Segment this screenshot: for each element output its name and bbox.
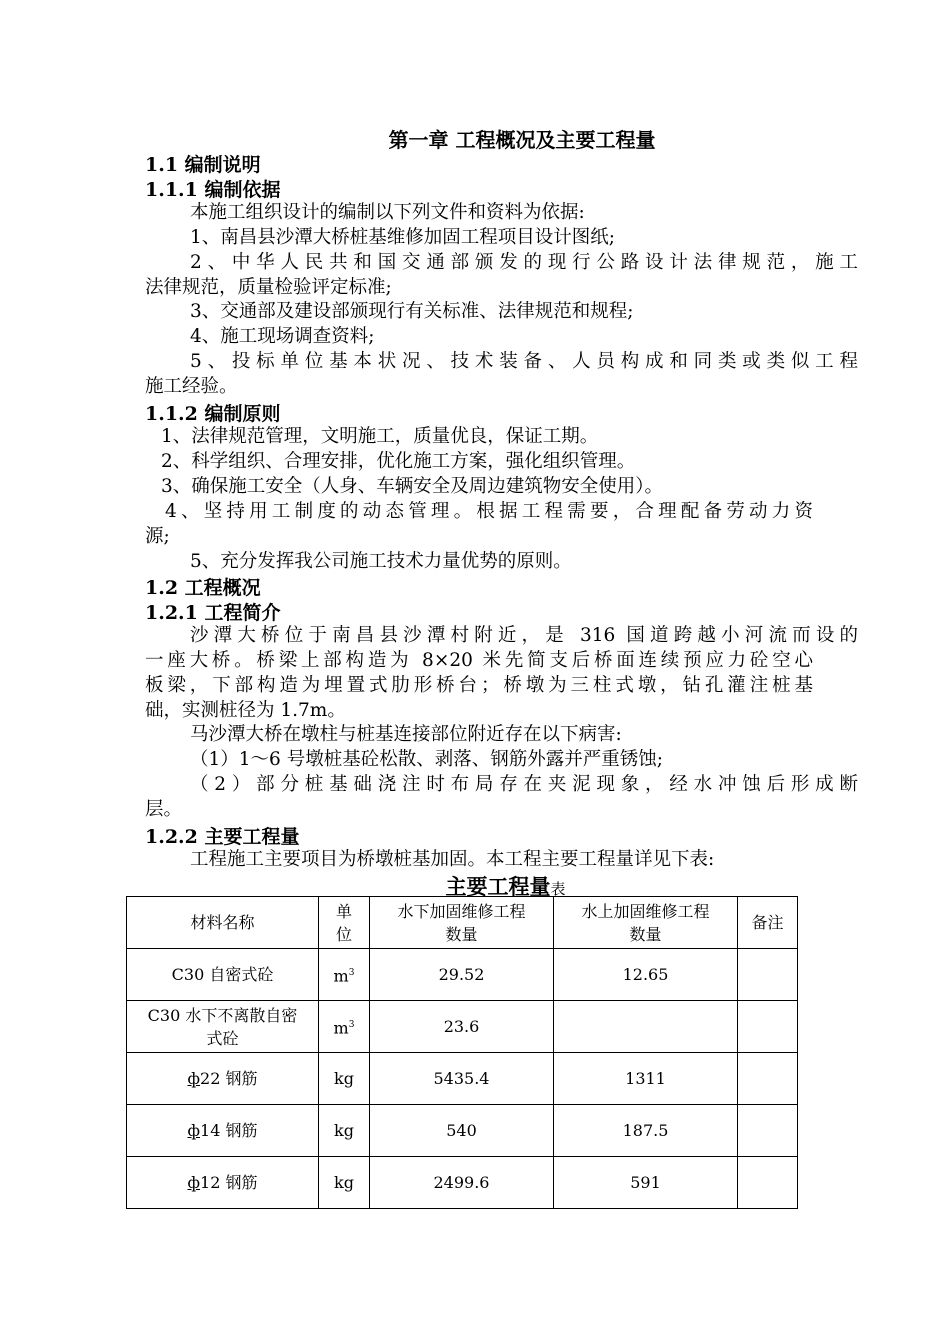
basis-item-5: 5、投标单位基本状况、技术装备、人员构成和同类或类似工程	[190, 351, 858, 372]
cell-underwater: 540	[370, 1105, 554, 1157]
cell-note	[738, 1053, 798, 1105]
defect-1: （1）1～6 号墩桩基砼松散、剥落、钢筋外露并严重锈蚀;	[190, 749, 663, 770]
basis-item-3: 3、交通部及建设部颁现行有关标准、法律规范和规程;	[190, 301, 634, 322]
principle-4: 4、坚持用工制度的动态管理。根据工程需要，合理配备劳动力资	[165, 501, 813, 522]
cell-abovewater: 591	[554, 1157, 738, 1209]
table-row	[127, 1105, 798, 1157]
cell-name: ф14 钢筋	[127, 1105, 319, 1157]
header-note: 备注	[738, 897, 798, 949]
table-row	[127, 1053, 798, 1105]
section-heading-1-2-1: 1.2.1 工程简介	[145, 602, 281, 624]
section-heading-1-2: 1.2 工程概况	[145, 577, 261, 599]
cell-unit: $m^3$	[319, 1001, 370, 1053]
chapter-title: 第一章 工程概况及主要工程量	[388, 128, 656, 152]
basis-item-1: 1、南昌县沙潭大桥桩基维修加固工程项目设计图纸;	[190, 227, 616, 248]
section-heading-1-1: 1.1 编制说明	[145, 154, 261, 176]
intro-line-1: 沙潭大桥位于南昌县沙潭村附近，是 316 国道跨越小河流而设的	[190, 625, 858, 646]
cell-unit: kg	[319, 1105, 370, 1157]
header-underwater-qty: 水下加固维修工程 数量	[370, 897, 554, 949]
cell-note	[738, 949, 798, 1001]
basis-intro: 本施工组织设计的编制以下列文件和资料为依据:	[190, 202, 585, 223]
intro-line-5: 马沙潭大桥在墩柱与桩基连接部位附近存在以下病害:	[190, 724, 622, 745]
intro-line-3: 板梁，下部构造为埋置式肋形桥台；桥墩为三柱式墩，钻孔灌注桩基	[145, 675, 813, 696]
principle-5: 5、充分发挥我公司施工技术力量优势的原则。	[190, 551, 572, 572]
cell-unit: kg	[319, 1053, 370, 1105]
basis-item-4: 4、施工现场调查资料;	[190, 326, 375, 347]
section-heading-1-1-2: 1.1.2 编制原则	[145, 403, 281, 425]
principle-3: 3、确保施工安全（人身、车辆安全及周边建筑物安全使用）。	[161, 476, 664, 497]
intro-line-4: 础，实测桩径为 1.7m。	[145, 700, 346, 721]
cell-name: C30 水下不离散自密 式砼	[127, 1001, 319, 1053]
table-row	[127, 949, 798, 1001]
cell-underwater: 29.52	[370, 949, 554, 1001]
cell-note	[738, 1157, 798, 1209]
defect-2-cont: 层。	[145, 799, 183, 820]
principle-4-cont: 源;	[145, 526, 170, 547]
defect-2: （2）部分桩基础浇注时布局存在夹泥现象，经水冲蚀后形成断	[190, 774, 858, 795]
principle-1: 1、法律规范管理，文明施工，质量优良，保证工期。	[161, 426, 599, 447]
cell-name: C30 自密式砼	[127, 949, 319, 1001]
quantity-table	[126, 896, 798, 1209]
cell-note	[738, 1105, 798, 1157]
table-row	[127, 1157, 798, 1209]
header-abovewater-qty: 水上加固维修工程 数量	[554, 897, 738, 949]
cell-unit: $m^3$	[319, 949, 370, 1001]
cell-name: ф12 钢筋	[127, 1157, 319, 1209]
quantity-intro: 工程施工主要项目为桥墩桩基加固。本工程主要工程量详见下表:	[190, 849, 715, 870]
cell-underwater: 5435.4	[370, 1053, 554, 1105]
cell-unit: kg	[319, 1157, 370, 1209]
basis-item-2-cont: 法律规范，质量检验评定标准;	[145, 277, 392, 298]
cell-note	[738, 1001, 798, 1053]
section-heading-1-1-1: 1.1.1 编制依据	[145, 179, 281, 201]
header-unit: 单 位	[319, 897, 370, 949]
intro-line-2: 一座大桥。桥梁上部构造为 8×20 米先简支后桥面连续预应力砼空心	[145, 650, 813, 671]
cell-abovewater: 1311	[554, 1053, 738, 1105]
table-row	[127, 1001, 798, 1053]
cell-name: ф22 钢筋	[127, 1053, 319, 1105]
cell-abovewater: 12.65	[554, 949, 738, 1001]
basis-item-5-cont: 施工经验。	[145, 376, 238, 397]
table-header-row	[127, 897, 798, 949]
section-heading-1-2-2: 1.2.2 主要工程量	[145, 826, 300, 848]
basis-item-2: 2、中华人民共和国交通部颁发的现行公路设计法律规范，施工	[190, 252, 858, 273]
cell-underwater: 2499.6	[370, 1157, 554, 1209]
cell-abovewater	[554, 1001, 738, 1053]
header-material-name: 材料名称	[127, 897, 319, 949]
table-caption: 主要工程量表	[445, 874, 566, 899]
cell-underwater: 23.6	[370, 1001, 554, 1053]
cell-abovewater: 187.5	[554, 1105, 738, 1157]
principle-2: 2、科学组织、合理安排，优化施工方案，强化组织管理。	[161, 451, 636, 472]
